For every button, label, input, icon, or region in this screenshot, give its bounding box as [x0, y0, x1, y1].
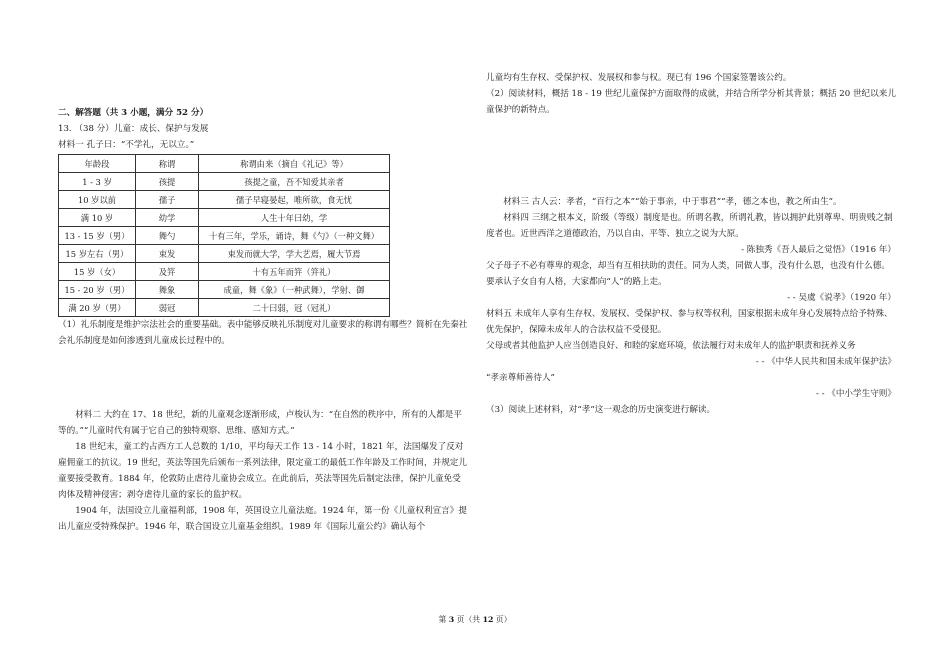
table-row — [59, 281, 390, 299]
right-column — [486, 70, 896, 418]
material-4-wu-yu-text: 父子母子不必有尊卑的观念，却当有互相扶助的责任。同为人类，同做人事，没有什么恩，也没有什么德。要承认子女自有人格，大家都向“人”的路上走。 — [486, 261, 890, 287]
table-cell: 13 - 15 岁（男） — [59, 227, 136, 245]
table-header-age: 年龄段 — [59, 155, 136, 173]
table-cell: 人生十年曰幼，学 — [199, 209, 390, 227]
table-row — [59, 209, 390, 227]
material-2-continued: 儿童均有生存权、受保护权、发展权和参与权。现已有 196 个国家签署该公约。 — [486, 73, 792, 83]
table-cell: 孺子早寝晏起，唯所欲，食无忧 — [199, 191, 390, 209]
material-4-text: 材料四 三纲之根本义，阶级（等级）制度是也。所谓名教，所谓礼教，皆以拥护此别尊卑、明贵贱之制度者也。近世西洋之道德政治，乃以自由、平等、独立之说为大原。 — [486, 213, 893, 239]
table-cell: 15 岁左右（男） — [59, 245, 136, 263]
table-cell: 满 10 岁 — [59, 209, 136, 227]
table-cell: 成童，舞《象》（一种武舞），学射、御 — [199, 281, 390, 299]
footer-mid: 页（共 — [454, 615, 483, 624]
question-13-2: （2）阅读材料，概括 18 - 19 世纪儿童保护方面取得的成就，并结合所学分析其背景；概括 20 世纪以来儿童保护的新特点。 — [486, 89, 896, 115]
table-row — [59, 227, 390, 245]
table-header-origin: 称谓由来（摘自《礼记》等） — [199, 155, 390, 173]
material-5-text: 材料五 未成年人享有生存权、发展权、受保护权、参与权等权利，国家根据未成年身心发展特点给予特殊、优先保护，保障未成年人的合法权益不受侵犯。 — [486, 309, 893, 335]
table-cell: 十有三年，学乐，诵诗，舞《勺》（一种文舞） — [199, 227, 390, 245]
table-cell: 1 - 3 岁 — [59, 173, 136, 191]
footer-prefix: 第 — [438, 615, 449, 624]
table-cell: 孩提 — [136, 173, 199, 191]
source-wu-yu: - - 吴虞《说孝》（1920 年） — [787, 293, 896, 303]
source-chen-duxiu: - 陈独秀《吾人最后之觉悟》（1916 年） — [741, 245, 896, 255]
table-row — [59, 263, 390, 281]
table-row — [59, 173, 390, 191]
source-student-code: - - 《中小学生守则》 — [815, 389, 896, 399]
page-total: 12 — [482, 615, 494, 624]
footer-suffix: 页） — [493, 615, 512, 624]
table-cell: 孩提之童，吾不知爱其亲者 — [199, 173, 390, 191]
material-2-child-labor: 18 世纪末，童工约占西方工人总数的 1/10，平均每天工作 13 - 14 小时，1821 年，法国爆发了反对雇佣童工的抗议。19 世纪，英法等国先后颁布一系列法律，限定童工的最低工作年龄及工作时间，并规定儿童要接受教育。1884 年，伦敦防止虐待儿童协会成立。在此前后，英法等国先后制定法律，保护儿童免受肉体及精神侵害；剥夺虐待儿童的家长的监护权。 — [58, 442, 467, 500]
table-cell: 及笄 — [136, 263, 199, 281]
table-cell: 15 - 20 岁（男） — [59, 281, 136, 299]
material-2-intro: 材料二 大约在 17、18 世纪，新的儿童观念逐渐形成，卢梭认为：“在自然的秩序中，所有的人都是平等的。”“儿童时代有属于它自己的独特观察、思维、感知方式。” — [58, 410, 462, 436]
title-origin-table — [58, 154, 390, 317]
material-3: 材料三 古人云：孝者，“百行之本”“始于事亲，中于事君”“孝，德之本也，教之所由生”。 — [503, 197, 842, 207]
table-header-row — [59, 155, 390, 173]
question-13-header: 13. （38 分）儿童：成长、保护与发展 — [58, 124, 209, 134]
material-2-20th-century: 1904 年，法国设立儿童福利部，1908 年，英国设立儿童法庭。1924 年，第一份《儿童权利宣言》提出儿童应受特殊保护。1946 年，联合国设立儿童基金组织。1989 年《国际儿童公约》确认每个 — [58, 506, 467, 532]
question-13-1: （1）礼乐制度是维护宗法社会的重要基础。表中能够反映礼乐制度对儿童要求的称谓有哪些？简析在先秦社会礼乐制度是如何渗透到儿童成长过程中的。 — [58, 320, 468, 346]
material-1: 材料一 孔子曰：“不学礼，无以立。” — [58, 140, 195, 150]
table-header-title: 称谓 — [136, 155, 199, 173]
table-cell: 15 岁（女） — [59, 263, 136, 281]
table-row — [59, 191, 390, 209]
table-cell: 束发 — [136, 245, 199, 263]
student-code-quote: “孝亲尊师善待人” — [486, 373, 555, 383]
table-cell: 弱冠 — [136, 299, 199, 317]
table-row — [59, 245, 390, 263]
question-13-3: （3）阅读上述材料，对“孝”这一观念的历史演变进行解读。 — [486, 405, 716, 415]
table-cell: 舞勺 — [136, 227, 199, 245]
table-cell: 满 20 岁（男） — [59, 299, 136, 317]
table-row — [59, 299, 390, 317]
table-cell: 幼学 — [136, 209, 199, 227]
material-5-family: 父母或者其他监护人应当创造良好、和睦的家庭环境，依法履行对未成年人的监护职责和抚养义务 — [486, 341, 856, 351]
section-title: 二、解答题（共 3 小题，满分 52 分） — [58, 108, 209, 118]
table-cell: 孺子 — [136, 191, 199, 209]
table-cell: 束发而就大学，学大艺焉，履大节焉 — [199, 245, 390, 263]
page-footer — [0, 614, 950, 625]
source-minor-protection-law: - - 《中华人民共和国未成年保护法》 — [755, 357, 896, 367]
left-column — [58, 105, 468, 535]
table-cell: 10 岁以前 — [59, 191, 136, 209]
table-cell: 二十曰弱，冠（冠礼） — [199, 299, 390, 317]
table-cell: 舞象 — [136, 281, 199, 299]
page-number: 3 — [448, 615, 455, 624]
table-cell: 十有五年而笄（笄礼） — [199, 263, 390, 281]
